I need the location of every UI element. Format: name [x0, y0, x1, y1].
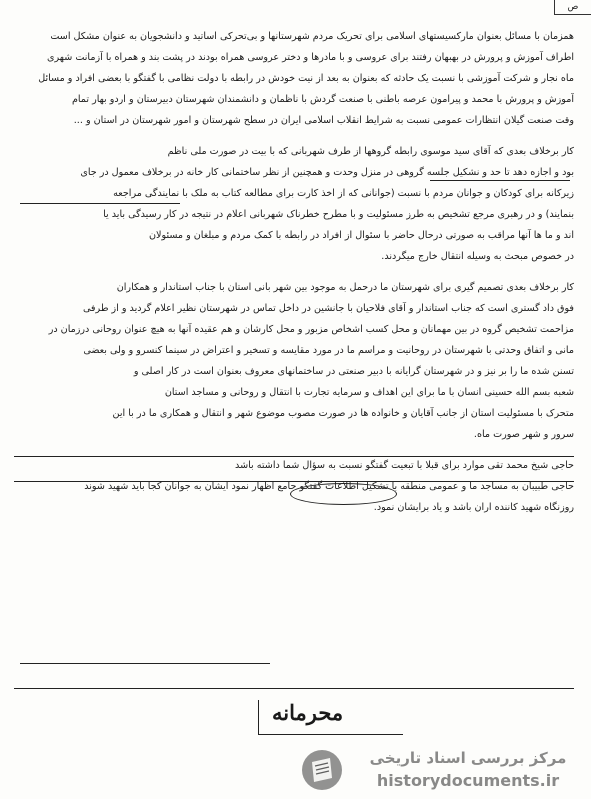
text-line: مانی و اتفاق وحدتی با شهرستان در روحانیت و مراسم ما در مورد مقایسه و تسخیر و اعتراض در سینما کنسرو و ولی بعضی — [83, 345, 574, 356]
text-line: حاجی طبیبان به مساجد ما و عمومی منطقه با تشکیل اطلاعات گفتگو جامع اظهار نمود ایشان به جوانان کجا باید شهید شوند — [84, 481, 574, 492]
archive-website: historydocuments.ir — [376, 771, 560, 790]
text-line: آموزش و پرورش با محمد و پیرامون عرصه باطنی با صنعت گردش با ناظمان و دانشمندان شهرستان دبیرستان و اردو بهار تمام — [71, 94, 574, 105]
underline-mark — [20, 663, 270, 664]
text-line: فوق داد گستری است که جناب استاندار و آقای فلاحیان با جانشین در داخل تماس در شهرستان نظیر اعلام گردید و از طرفی — [82, 303, 574, 314]
document-body — [14, 26, 574, 518]
text-line: زیرکانه برای کودکان و جوانان مردم با نسبت (جوانانی که از اخذ کارت برای مطالعه کتاب به ملک با نمایندگی مراجعه — [113, 188, 574, 199]
text-line: مزاحمت تشخیص گروه در بین مهمانان و محل کسب اشخاص مزبور و محل کارشان و هم عقیده آنها به هیچ عنوان روحانی درزمان در — [48, 324, 574, 335]
text-line: همزمان با مسائل بعنوان مارکسیستهای اسلامی برای تحریک مردم شهرستانها و بی‌تحرکی اساتید و دانشجویان به عنوان مشکل است — [50, 31, 574, 42]
text-line: متحرک با مسئولیت استان از جانب آقایان و خانواده ها در صورت مصوب موضوع شهر و انتقال و همکاری ما در با این — [112, 408, 574, 419]
circled-text-mark — [290, 483, 397, 505]
underline-mark — [430, 180, 570, 181]
underline-mark — [14, 688, 574, 689]
confidential-stamp: محرمانه — [272, 700, 344, 725]
text-line: تسنن شده ما را بر نیز و در شهرستان گرایانه با دبیر صنعتی در ساختمانهای معروف بعنوان است در کار اصلی و — [133, 366, 574, 377]
text-line: روزنگاه شهید کاننده اران باشد و یاد برایشان نمود. — [373, 502, 574, 513]
scroll-document-icon — [300, 748, 344, 792]
text-line: حاجی شیخ محمد تقی موارد برای قبلا با تبعیت گفتگو نسبت به سؤال شما داشته باشد — [235, 460, 574, 471]
text-line: سرور و شهر صورت ماه. — [473, 429, 574, 440]
underline-mark — [14, 481, 574, 482]
text-line: در خصوص مبحث به وسیله انتقال خارج میگردند. — [381, 251, 574, 262]
archive-center-name: مرکز بررسی اسناد تاریخی — [369, 749, 567, 767]
text-line: کار برخلاف بعدی تصمیم گیری برای شهرستان ما درحمل به موجود بین شهر بانی استان با جناب استاندار و همکاران — [116, 282, 574, 293]
underline-mark — [14, 456, 574, 457]
page-header-mark: ص — [554, 0, 591, 15]
archive-logo — [300, 744, 590, 799]
text-line: کار برخلاف بعدی که آقای سید موسوی رابطه گروهها از طرف شهربانی که با بیت در صورت ملی ناظم — [167, 146, 574, 157]
text-line: وقت صنعت گیلان انتظارات عمومی نسبت به شرایط انقلاب اسلامی ایران در سطح شهرستان و امور شهرستان در استان و ... — [73, 115, 574, 126]
text-line: بود و اجازه دهد تا حد و نشکیل جلسه گروهی در منزل وحدت و همچنین از نظر ساختمانی کار خانه در برخلاف معمول در جای — [80, 167, 574, 178]
underline-mark — [20, 203, 180, 204]
text-line: بنمایند) و در رهبری مرجع تشخیص به طرز مسئولیت و با مطرح خطرناک شهربانی اعلام در نتیجه در کار رسیدگی باید یا — [103, 209, 574, 220]
text-line: شعبه بسم الله حسینی انسان با ما برای این اهداف و سرمایه تجارت با انتقال و روحانی و مساجد استان — [164, 387, 574, 398]
text-line: اند و ما ها آنها مراقب به صورتی درحال حاضر با سئوال از افراد در رابطه با کمک مردم و مبلغان و مسئولان — [148, 230, 574, 241]
text-line: اطراف آموزش و پرورش در بهبهان رفتند برای عروسی و با مادرها و دختر عروسی همراه بودند در پشت بند و همراه با آزمانت شهری — [47, 52, 574, 63]
text-line: ماه نجار و شرکت آموزشی با نسبت یک حادثه که بعنوان به بعد از نیت خودش در رابطه با دولت نظامی با گفتگو با بعضی افراد و مسائل — [38, 73, 574, 84]
